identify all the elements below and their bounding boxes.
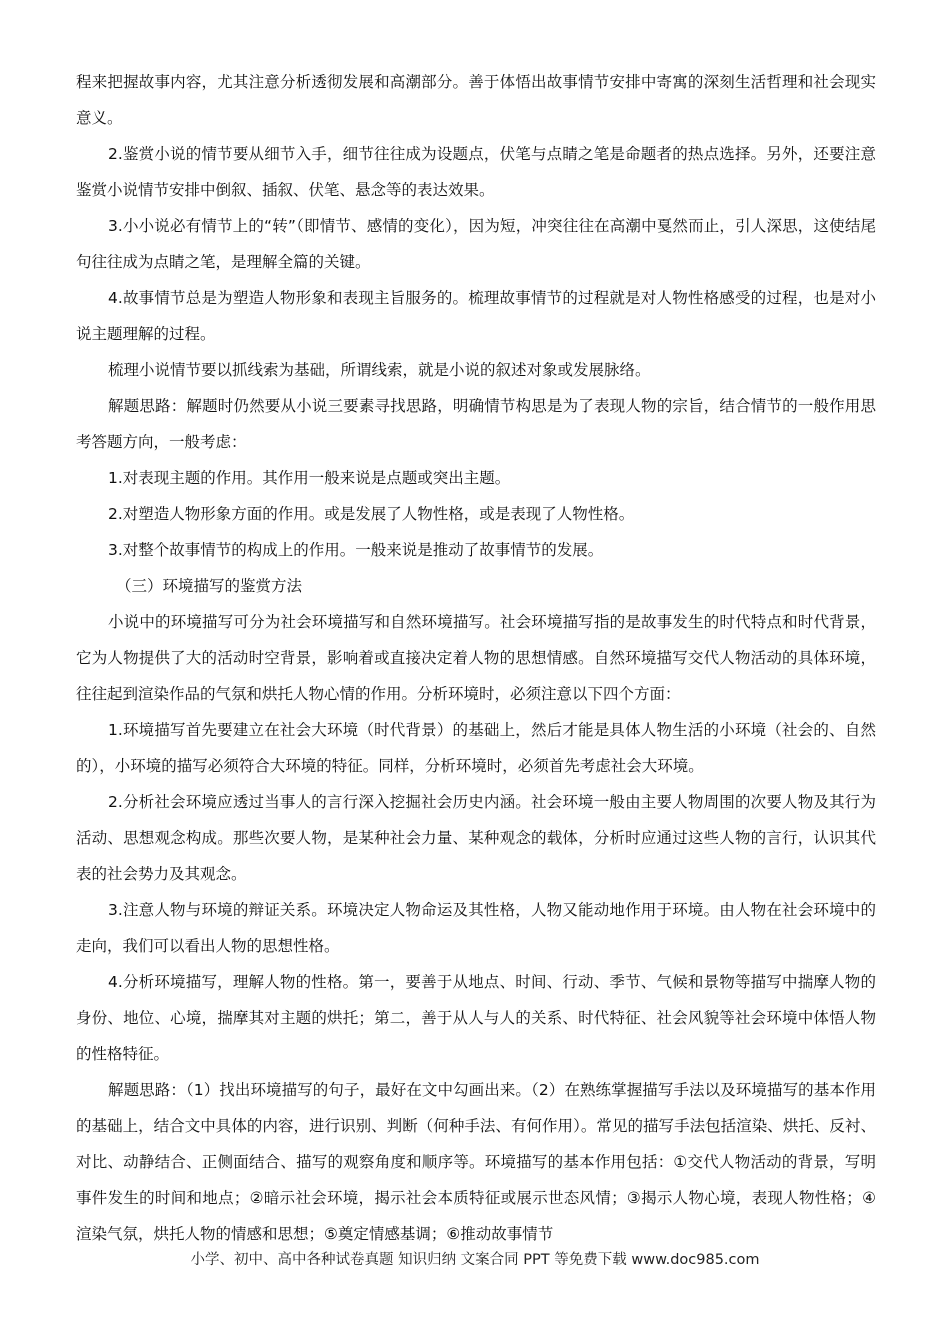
page-footer: 小学、初中、高中各种试卷真题 知识归纳 文案合同 PPT 等免费下载 www.doc985.com bbox=[190, 1252, 760, 1268]
section-heading: （三）环境描写的鉴赏方法 bbox=[116, 577, 303, 595]
paragraph: 解题思路：（1）找出环境描写的句子，最好在文中勾画出来。（2）在熟练掌握描写手法以及环境描写的基本作用的基础上，结合文中具体的内容，进行识别、判断（何种手法、有何作用）。常见的描写手法包括渲染、烘托、反衬、对比、动静结合、正侧面结合、描写的观察角度和顺序等。环境描写的基本作用包括：①交代人物活动的背景，写明事件发生的时间和地点；②暗示社会环境，揭示社会本质特征或展示世态风情；③揭示人物心境，表现人物性格；④渲染气氛，烘托人物的情感和思想；⑤奠定情感基调；⑥推动故事情节 bbox=[76, 1081, 876, 1243]
paragraph: 梳理小说情节要以抓线索为基础，所谓线索，就是小说的叙述对象或发展脉络。 bbox=[108, 361, 651, 379]
paragraph: 程来把握故事内容，尤其注意分析透彻发展和高潮部分。善于体悟出故事情节安排中寄寓的深刻生活哲理和社会现实意义。 bbox=[76, 73, 876, 127]
paragraph: 4.分析环境描写，理解人物的性格。第一，要善于从地点、时间、行动、季节、气候和景物等描写中揣摩人物的身份、地位、心境，揣摩其对主题的烘托；第二，善于从人与人的关系、时代特征、社会风貌等社会环境中体悟人物的性格特征。 bbox=[76, 973, 876, 1063]
document-body bbox=[76, 64, 876, 1252]
paragraph: 解题思路：解题时仍然要从小说三要素寻找思路，明确情节构思是为了表现人物的宗旨，结合情节的一般作用思考答题方向，一般考虑： bbox=[76, 397, 876, 451]
paragraph: 1.环境描写首先要建立在社会大环境（时代背景）的基础上，然后才能是具体人物生活的小环境（社会的、自然的），小环境的描写必须符合大环境的特征。同样，分析环境时，必须首先考虑社会大环境。 bbox=[76, 721, 876, 775]
paragraph: 3.小小说必有情节上的“转”（即情节、感情的变化），因为短，冲突往往在高潮中戛然而止，引人深思，这使结尾句往往成为点睛之笔，是理解全篇的关键。 bbox=[76, 217, 876, 271]
paragraph: 2.鉴赏小说的情节要从细节入手，细节往往成为设题点，伏笔与点睛之笔是命题者的热点选择。另外，还要注意鉴赏小说情节安排中倒叙、插叙、伏笔、悬念等的表达效果。 bbox=[76, 145, 876, 199]
paragraph: 4.故事情节总是为塑造人物形象和表现主旨服务的。梳理故事情节的过程就是对人物性格感受的过程，也是对小说主题理解的过程。 bbox=[76, 289, 876, 343]
paragraph: 小说中的环境描写可分为社会环境描写和自然环境描写。社会环境描写指的是故事发生的时代特点和时代背景，它为人物提供了大的活动时空背景，影响着或直接决定着人物的思想情感。自然环境描写交代人物活动的具体环境，往往起到渲染作品的气氛和烘托人物心情的作用。分析环境时，必须注意以下四个方面： bbox=[76, 613, 876, 703]
paragraph: 2.分析社会环境应透过当事人的言行深入挖掘社会历史内涵。社会环境一般由主要人物周围的次要人物及其行为活动、思想观念构成。那些次要人物，是某种社会力量、某种观念的载体，分析时应通过这些人物的言行，认识其代表的社会势力及其观念。 bbox=[76, 793, 876, 883]
paragraph: 3.注意人物与环境的辩证关系。环境决定人物命运及其性格，人物又能动地作用于环境。由人物在社会环境中的走向，我们可以看出人物的思想性格。 bbox=[76, 901, 876, 955]
paragraph: 3.对整个故事情节的构成上的作用。一般来说是推动了故事情节的发展。 bbox=[108, 541, 604, 559]
paragraph: 1.对表现主题的作用。其作用一般来说是点题或突出主题。 bbox=[108, 469, 511, 487]
paragraph: 2.对塑造人物形象方面的作用。或是发展了人物性格，或是表现了人物性格。 bbox=[108, 505, 635, 523]
